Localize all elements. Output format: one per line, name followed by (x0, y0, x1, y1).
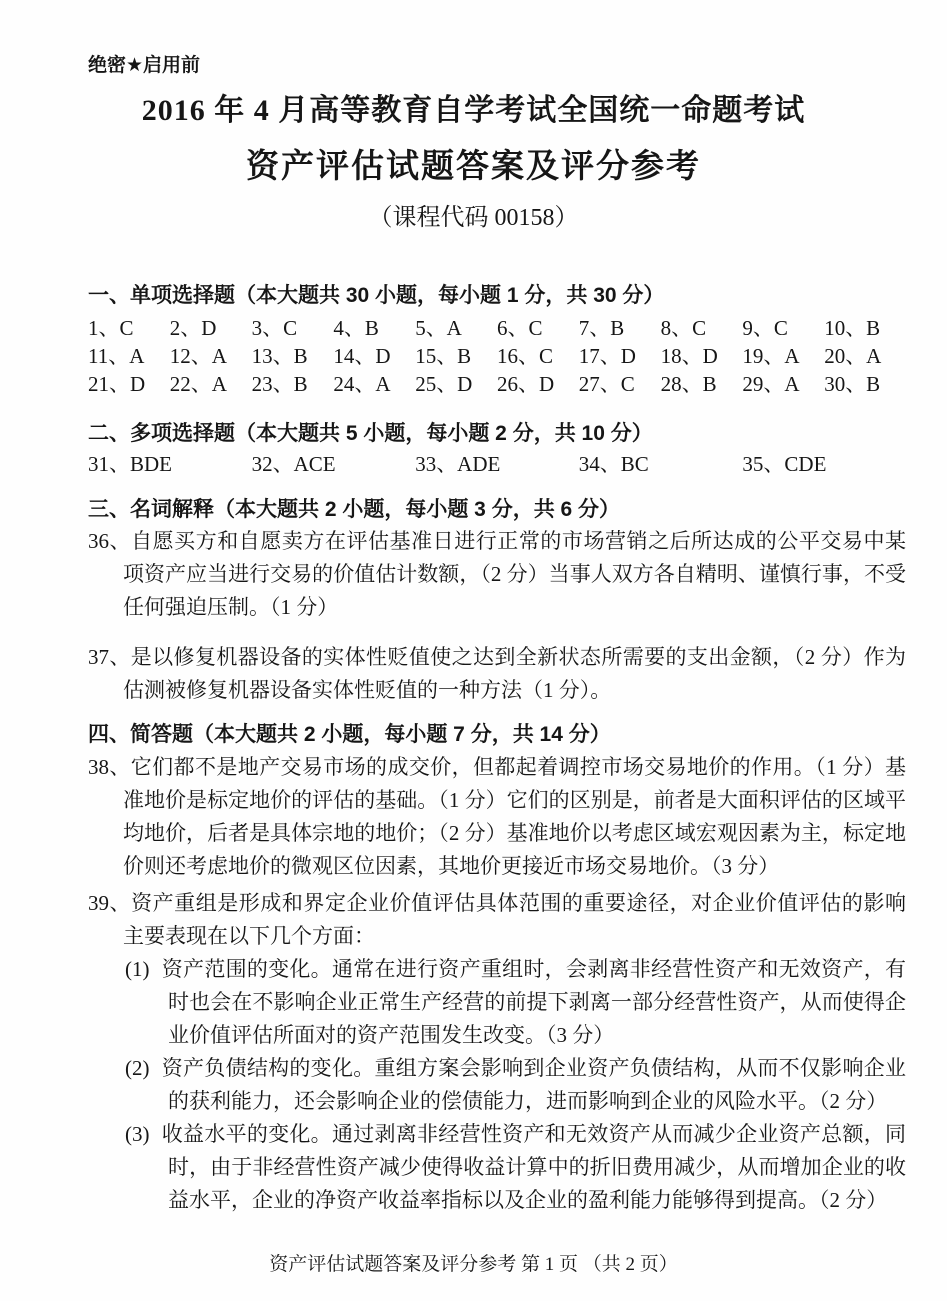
item-marker: (2) (125, 1056, 150, 1080)
answer-item: 23、B (251, 372, 308, 396)
answer-item: 30、B (824, 372, 881, 396)
answer-item: 32、ACE (251, 452, 336, 476)
answer-item: 28、B (660, 372, 717, 396)
answer-body (88, 281, 906, 1217)
exam-title: 2016 年 4 月高等教育自学考试全国统一命题考试 (141, 94, 806, 127)
question-37-answer (88, 641, 906, 707)
answer-item: 8、C (660, 316, 707, 340)
answer-item: 35、CDE (742, 452, 827, 476)
question-text: 它们都不是地产交易市场的成交价，但都起着调控市场交易地价的作用。（1 分）基准地价是标定地价的评估的基础。（1 分）它们的区别是，前者是大面积评估的区域平均地价，后者是具体宗地的地价；（2 分）基准地价以考虑区域宏观因素为主，标定地价则还考虑地价的微观区位因素，其地价更接近市场交易地价。（3 分） (123, 755, 907, 878)
answer-item: 1、C (88, 316, 134, 340)
answer-item: 31、BDE (88, 452, 172, 476)
answer-item: 10、B (824, 316, 881, 340)
question-38-answer (88, 751, 906, 883)
answer-item: 14、D (333, 344, 391, 368)
question-number: 37、 (88, 645, 131, 669)
question-39-item-2 (125, 1052, 906, 1118)
answer-item: 2、D (169, 316, 217, 340)
answer-item: 34、BC (578, 452, 649, 476)
item-text: 资产范围的变化。通常在进行资产重组时，会剥离非经营性资产和无效资产，有时也会在不影响企业正常生产经营的前提下剥离一部分经营性资产，从而使得企业价值评估所面对的资产范围发生改变。（3 分） (161, 957, 906, 1047)
section1-heading: 一、单项选择题（本大题共 30 小题，每小题 1 分，共 30 分） (88, 284, 665, 307)
section2-heading: 二、多项选择题（本大题共 5 小题，每小题 2 分，共 10 分） (88, 422, 653, 445)
answer-item: 27、C (578, 372, 635, 396)
answer-item: 25、D (415, 372, 473, 396)
page-footer: 资产评估试题答案及评分参考 第 1 页 （共 2 页） (269, 1254, 678, 1275)
doc-title: 资产评估试题答案及评分参考 (246, 147, 701, 184)
section4-heading: 四、简答题（本大题共 2 小题，每小题 7 分，共 14 分） (88, 723, 611, 746)
answer-item: 11、A (88, 344, 145, 368)
question-number: 38、 (88, 755, 131, 779)
answer-item: 17、D (578, 344, 636, 368)
question-text: 资产重组是形成和界定企业价值评估具体范围的重要途径，对企业价值评估的影响主要表现在以下几个方面： (123, 891, 907, 948)
item-text: 收益水平的变化。通过剥离非经营性资产和无效资产从而减少企业资产总额，同时，由于非经营性资产减少使得收益计算中的折旧费用减少，从而增加企业的收益水平，企业的净资产收益率指标以及企业的盈利能力能够得到提高。（2 分） (161, 1122, 906, 1212)
section3-heading: 三、名词解释（本大题共 2 小题，每小题 3 分，共 6 分） (88, 498, 621, 521)
answer-item: 7、B (578, 316, 625, 340)
question-number: 39、 (88, 891, 132, 915)
item-marker: (1) (125, 957, 150, 981)
answer-item: 13、B (251, 344, 308, 368)
single-choice-answer-grid (88, 314, 906, 398)
question-39-answer (88, 887, 906, 953)
answer-item: 29、A (742, 372, 800, 396)
question-text: 是以修复机器设备的实体性贬值使之达到全新状态所需要的支出金额，（2 分）作为估测被修复机器设备实体性贬值的一种方法（1 分）。 (123, 645, 907, 702)
answer-item: 19、A (742, 344, 800, 368)
item-text: 资产负债结构的变化。重组方案会影响到企业资产负债结构，从而不仅影响企业的获利能力，还会影响企业的偿债能力，进而影响到企业的风险水平。（2 分） (161, 1056, 906, 1113)
answer-item: 26、D (497, 372, 555, 396)
answer-item: 33、ADE (415, 452, 501, 476)
question-39-item-1 (125, 953, 906, 1052)
answer-item: 5、A (415, 316, 462, 340)
answer-item: 24、A (333, 372, 391, 396)
answer-item: 21、D (88, 372, 146, 396)
answer-item: 9、C (742, 316, 788, 340)
answer-item: 22、A (169, 372, 227, 396)
question-36-answer (88, 525, 906, 624)
question-text: 自愿买方和自愿卖方在评估基准日进行正常的市场营销之后所达成的公平交易中某项资产应当进行交易的价值估计数额，（2 分）当事人双方各自精明、谨慎行事，不受任何强迫压制。（1 分） (123, 529, 907, 619)
answer-item: 15、B (415, 344, 472, 368)
answer-item: 4、B (333, 316, 379, 340)
question-39-item-3 (125, 1118, 906, 1217)
answer-item: 18、D (660, 344, 718, 368)
question-number: 36、 (88, 529, 132, 553)
course-code: （课程代码 00158） (368, 205, 579, 231)
item-marker: (3) (125, 1122, 150, 1146)
multi-choice-answer-grid (88, 450, 906, 478)
answer-item: 12、A (169, 344, 227, 368)
answer-item: 16、C (497, 344, 554, 368)
answer-item: 3、C (251, 316, 298, 340)
answer-item: 6、C (497, 316, 543, 340)
security-label: 绝密★启用前 (88, 55, 201, 76)
answer-item: 20、A (824, 344, 882, 368)
